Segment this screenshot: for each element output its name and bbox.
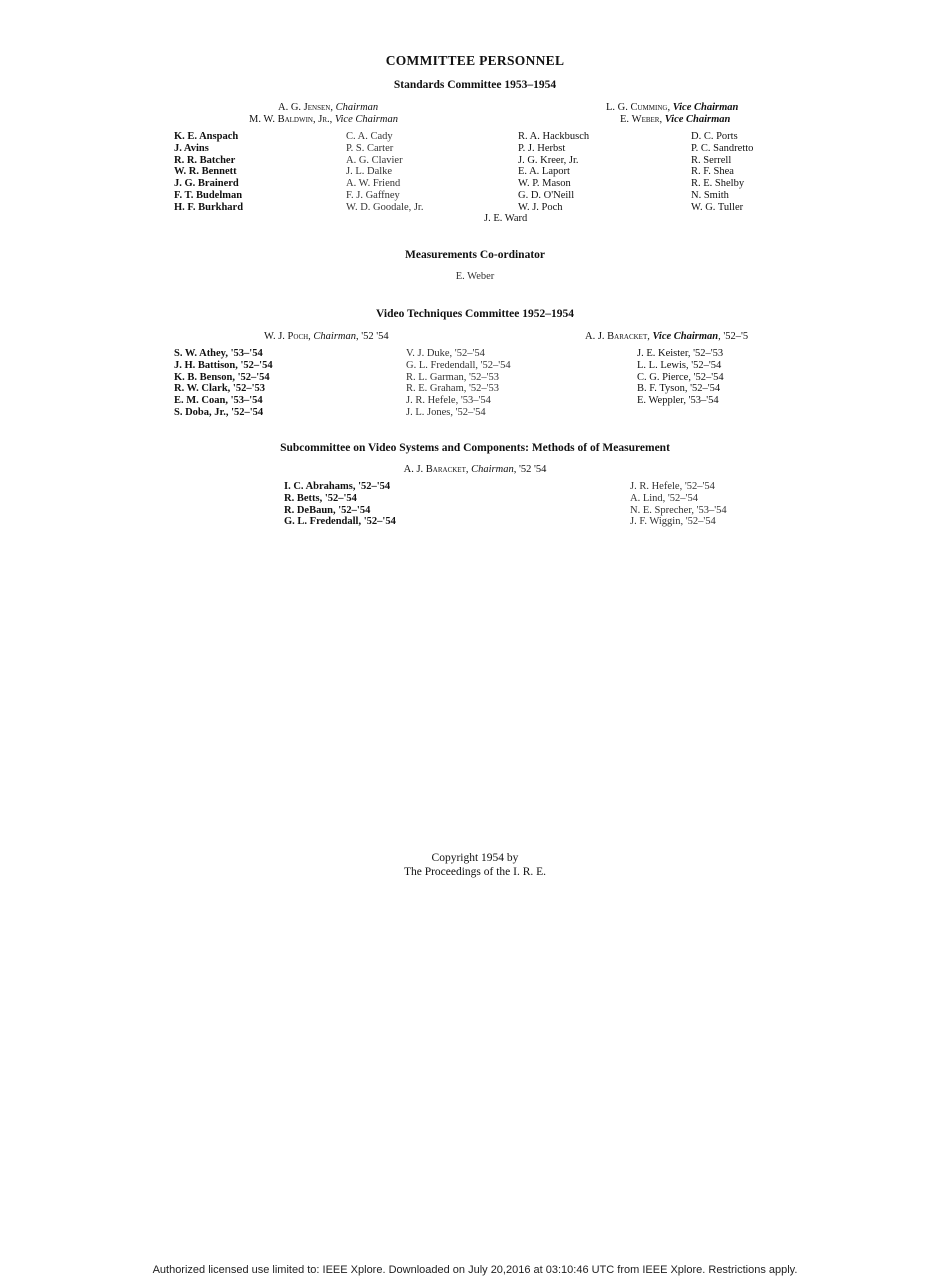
- member-name: R. Betts, '52–'54: [284, 492, 357, 504]
- member-name: R. DeBaun, '52–'54: [284, 504, 371, 516]
- vice-suffix: , Jr.: [312, 114, 330, 125]
- member-name: F. J. Gaffney: [346, 189, 400, 201]
- chairman-surname: Poch: [287, 331, 309, 342]
- member-name: G. L. Fredendall, '52–'54: [284, 516, 396, 528]
- standards-chairman: A. G. Jensen, Chairman: [278, 102, 379, 113]
- member-name: D. C. Ports: [691, 131, 738, 142]
- member-name: W. R. Bennett: [174, 166, 237, 178]
- standards-members-col-1: [174, 131, 243, 214]
- member-name: R. F. Shea: [691, 166, 734, 178]
- member-name: R. E. Graham, '52–'53: [406, 383, 500, 395]
- standards-vice-chairman-2: L. G. Cumming, Vice Chairman: [606, 102, 739, 113]
- member-name: J. G. Brainerd: [174, 178, 239, 190]
- member-name: L. L. Lewis, '52–'54: [637, 359, 722, 371]
- video-members-col-2: [406, 348, 511, 419]
- measurements-coordinator-name: E. Weber: [455, 271, 495, 282]
- standards-members-col-2: [346, 131, 423, 214]
- standards-vice-chairman-3: E. Weber, Vice Chairman: [620, 114, 731, 125]
- member-name: G. L. Fredendall, '52–'54: [406, 359, 511, 371]
- vice-surname: Baldwin: [277, 114, 313, 125]
- video-heading: Video Techniques Committee 1952–1954: [376, 308, 574, 320]
- standards-members-col-3: [518, 131, 589, 214]
- member-name: R. E. Shelby: [691, 178, 745, 190]
- member-name: J. Avins: [174, 142, 209, 154]
- video-chairman: W. J. Poch, Chairman, '52 '54: [264, 331, 389, 342]
- copyright-line-2: The Proceedings of the I. R. E.: [403, 866, 547, 878]
- vice-surname: Weber: [631, 114, 660, 125]
- member-name: H. F. Burkhard: [174, 201, 244, 213]
- standards-heading: Standards Committee 1953–1954: [393, 79, 557, 91]
- vice-surname: Cumming: [630, 102, 668, 113]
- video-members-col-1: [174, 348, 273, 419]
- member-name: K. B. Benson, '52–'54: [174, 371, 270, 383]
- chairman-years: , '52 '54: [513, 464, 547, 475]
- member-name: B. F. Tyson, '52–'54: [637, 383, 721, 395]
- member-name: S. Doba, Jr., '52–'54: [174, 406, 264, 418]
- chairman-role: Chairman: [471, 464, 514, 475]
- vice-initials: M. W.: [249, 114, 278, 125]
- chairman-initials: A. J.: [403, 464, 426, 475]
- page-title: COMMITTEE PERSONNEL: [385, 53, 565, 68]
- standards-member-extra: J. E. Ward: [484, 213, 528, 224]
- standards-vice-chairman-1: M. W. Baldwin, Jr., Vice Chairman: [249, 114, 398, 125]
- member-name: P. S. Carter: [346, 142, 394, 154]
- subcommittee-members-col-1: [284, 481, 396, 528]
- member-name: F. T. Budelman: [174, 189, 243, 201]
- member-name: P. J. Herbst: [518, 142, 566, 154]
- copyright-line-1: Copyright 1954 by: [431, 852, 519, 864]
- chairman-initials: W. J.: [264, 331, 288, 342]
- member-name: J. G. Kreer, Jr.: [518, 154, 579, 166]
- member-name: R. L. Garman, '52–'53: [406, 371, 500, 383]
- subcommittee-chairman: A. J. Baracket, Chairman, '52 '54: [403, 464, 547, 475]
- chairman-surname: Baracket: [425, 464, 466, 475]
- member-name: R. Serrell: [691, 154, 732, 166]
- subcommittee-members-col-2: [630, 481, 727, 528]
- chairman-years: , '52 '54: [356, 331, 389, 342]
- member-name: W. G. Tuller: [691, 201, 744, 213]
- member-name: R. A. Hackbusch: [518, 131, 590, 142]
- member-name: G. D. O'Neill: [518, 189, 575, 201]
- member-name: N. E. Sprecher, '53–'54: [630, 504, 727, 516]
- member-name: I. C. Abrahams, '52–'54: [284, 481, 391, 492]
- member-name: J. E. Keister, '52–'53: [637, 348, 724, 359]
- video-vice-chairman: A. J. Baracket, Vice Chairman, '52–'5: [585, 331, 749, 342]
- measurements-heading: Measurements Co-ordinator: [405, 249, 545, 261]
- member-name: J. R. Hefele, '53–'54: [406, 395, 491, 407]
- member-name: J. L. Jones, '52–'54: [406, 406, 486, 418]
- vice-surname: Baracket: [607, 331, 648, 342]
- member-name: S. W. Athey, '53–'54: [174, 348, 263, 359]
- member-name: A. G. Clavier: [346, 154, 403, 166]
- member-name: V. J. Duke, '52–'54: [406, 348, 485, 359]
- member-name: J. F. Wiggin, '52–'54: [630, 516, 716, 528]
- vice-role: Vice Chairman: [664, 114, 731, 125]
- member-name: J. R. Hefele, '52–'54: [630, 481, 715, 492]
- member-name: E. Weppler, '53–'54: [637, 395, 719, 407]
- member-name: W. D. Goodale, Jr.: [346, 201, 424, 213]
- member-name: N. Smith: [691, 189, 729, 201]
- vice-years: , '52–'5: [718, 331, 749, 342]
- member-name: J. H. Battison, '52–'54: [174, 359, 273, 371]
- member-name: R. R. Batcher: [174, 154, 236, 166]
- vice-initials: A. J.: [585, 331, 608, 342]
- member-name: R. W. Clark, '52–'53: [174, 383, 266, 395]
- member-name: K. E. Anspach: [174, 131, 239, 142]
- member-name: A. Lind, '52–'54: [630, 492, 698, 504]
- chairman-initials: A. G.: [278, 102, 304, 113]
- member-name: W. J. Poch: [518, 201, 563, 213]
- license-footer: Authorized licensed use limited to: IEEE Xplore. Downloaded on July 20,2016 at 03:10:46 UTC from IEEE Xplore. Restrictions apply.: [152, 1264, 798, 1276]
- member-name: E. A. Laport: [518, 166, 570, 178]
- vice-role: Vice Chairman: [672, 102, 739, 113]
- video-members-col-3: [637, 348, 724, 407]
- standards-members-col-4: [691, 131, 753, 214]
- member-name: A. W. Friend: [346, 178, 401, 190]
- vice-role: Vice Chairman: [652, 331, 719, 342]
- member-name: P. C. Sandretto: [691, 142, 754, 154]
- vice-role: Vice Chairman: [334, 114, 398, 125]
- member-name: W. P. Mason: [518, 178, 571, 190]
- chairman-role: Chairman: [313, 331, 357, 342]
- chairman-role: Chairman: [335, 102, 379, 113]
- member-name: C. A. Cady: [346, 131, 393, 142]
- member-name: E. M. Coan, '53–'54: [174, 395, 263, 407]
- vice-initials: E.: [620, 114, 632, 125]
- member-name: J. L. Dalke: [346, 166, 393, 178]
- chairman-surname: Jensen: [303, 102, 331, 113]
- vice-initials: L. G.: [606, 102, 631, 113]
- subcommittee-heading: Subcommittee on Video Systems and Components: Methods of of Measurement: [280, 442, 670, 454]
- member-name: C. G. Pierce, '52–'54: [637, 371, 724, 383]
